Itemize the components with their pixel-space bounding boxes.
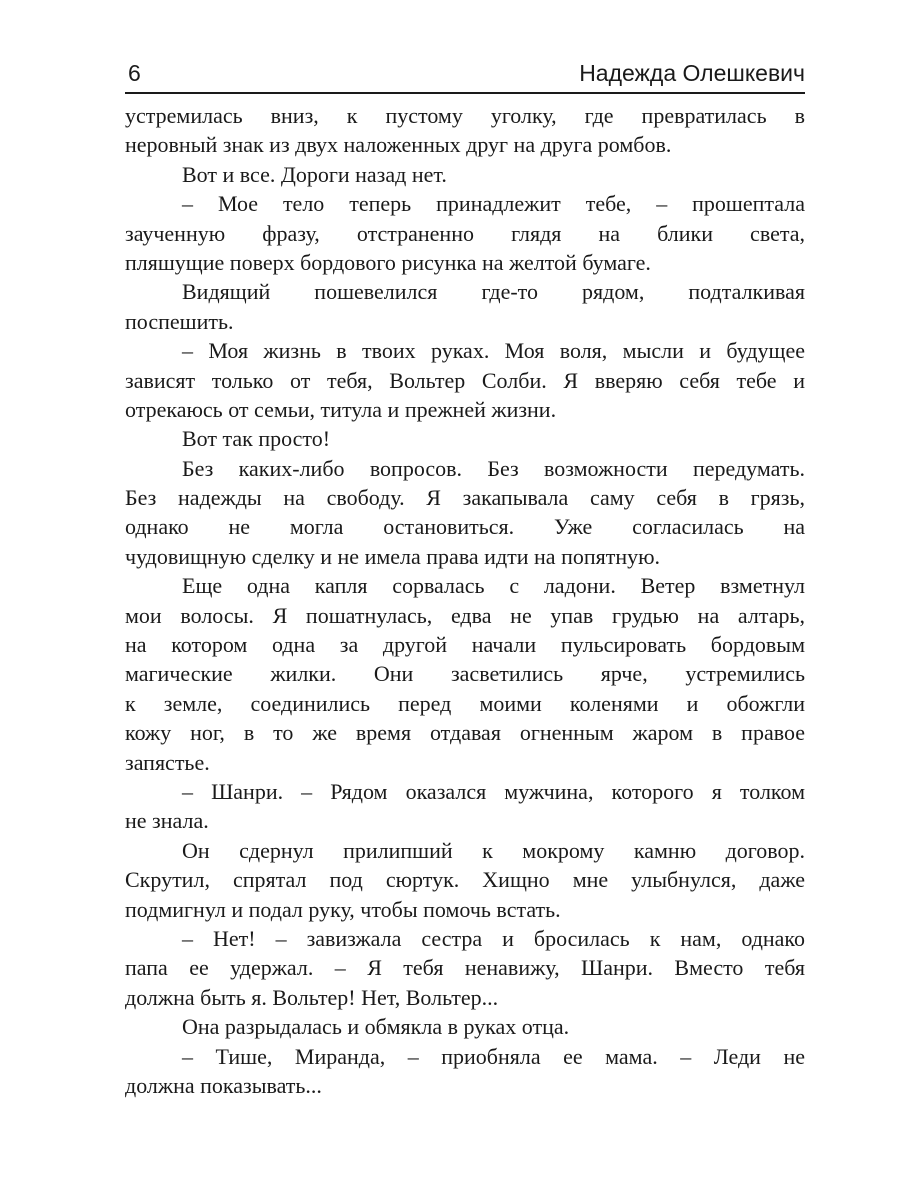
paragraph — [125, 454, 805, 572]
text-line: чудовищную сделку и не имела права идти на попятную. — [125, 543, 661, 569]
text-line: Без надежды на свободу. Я закапывала саму себя в грязь, — [125, 485, 805, 511]
text-line: кожу ног, в то же время отдавая огненным жаром в правое — [125, 720, 805, 746]
text-line: однако не могла остановиться. Уже согласилась на — [125, 514, 805, 540]
text-line: поспешить. — [125, 308, 234, 334]
text-line: не знала. — [125, 808, 209, 834]
text-line: – Нет! – завизжала сестра и бросилась к нам, однако — [182, 925, 805, 951]
text-line: зависят только от тебя, Вольтер Солби. Я вверяю себя тебе и — [125, 367, 805, 393]
body-text — [125, 101, 805, 1100]
paragraph — [125, 160, 805, 189]
paragraph — [125, 336, 805, 424]
text-line: подмигнул и подал руку, чтобы помочь встать. — [125, 896, 561, 922]
text-line: папа ее удержал. – Я тебя ненавижу, Шанри. Вместо тебя — [125, 955, 805, 981]
paragraph — [125, 777, 805, 836]
text-line: Еще одна капля сорвалась с ладони. Ветер взметнул — [182, 573, 805, 599]
text-line: Видящий пошевелился где-то рядом, подталкивая — [182, 279, 805, 305]
text-line: магические жилки. Они засветились ярче, устремились — [125, 661, 805, 687]
running-header — [125, 58, 805, 94]
text-line: Без каких-либо вопросов. Без возможности передумать. — [182, 455, 805, 481]
text-line: должна быть я. Вольтер! Нет, Вольтер... — [125, 984, 499, 1010]
text-line: запястье. — [125, 749, 210, 775]
paragraph — [125, 101, 805, 160]
paragraph — [125, 571, 805, 777]
text-line: на котором одна за другой начали пульсировать бордовым — [125, 632, 805, 658]
author-name: Надежда Олешкевич — [579, 60, 805, 86]
text-line: Он сдернул прилипший к мокрому камню договор. — [182, 837, 805, 863]
text-line: Скрутил, спрятал под сюртук. Хищно мне улыбнулся, даже — [125, 867, 805, 893]
text-line: заученную фразу, отстраненно глядя на блики света, — [125, 220, 805, 246]
text-line: – Мое тело теперь принадлежит тебе, – прошептала — [182, 191, 805, 217]
text-line: устремилась вниз, к пустому уголку, где превратилась в — [125, 103, 805, 128]
paragraph — [125, 1012, 805, 1041]
text-line: мои волосы. Я пошатнулась, едва не упав грудью на алтарь, — [125, 602, 805, 628]
paragraph — [125, 1042, 805, 1101]
text-line: пляшущие поверх бордового рисунка на желтой бумаге. — [125, 249, 651, 275]
page-number: 6 — [128, 60, 141, 86]
text-line: неровный знак из двух наложенных друг на друга ромбов. — [125, 132, 672, 158]
text-line: отрекаюсь от семьи, титула и прежней жизни. — [125, 396, 557, 422]
paragraph — [125, 924, 805, 1012]
text-line: – Шанри. – Рядом оказался мужчина, которого я толком — [182, 778, 805, 804]
text-line: – Тише, Миранда, – приобняла ее мама. – Леди не — [182, 1043, 805, 1069]
text-line: Вот и все. Дороги назад нет. — [182, 161, 447, 187]
text-line: должна показывать... — [125, 1072, 322, 1098]
paragraph — [125, 277, 805, 336]
text-line: к земле, соединились перед моими коленями и обожгли — [125, 690, 805, 716]
paragraph — [125, 189, 805, 277]
text-line: Она разрыдалась и обмякла в руках отца. — [182, 1014, 570, 1040]
paragraph — [125, 424, 805, 453]
paragraph — [125, 836, 805, 924]
text-line: Вот так просто! — [182, 426, 331, 452]
text-line: – Моя жизнь в твоих руках. Моя воля, мысли и будущее — [182, 338, 805, 364]
